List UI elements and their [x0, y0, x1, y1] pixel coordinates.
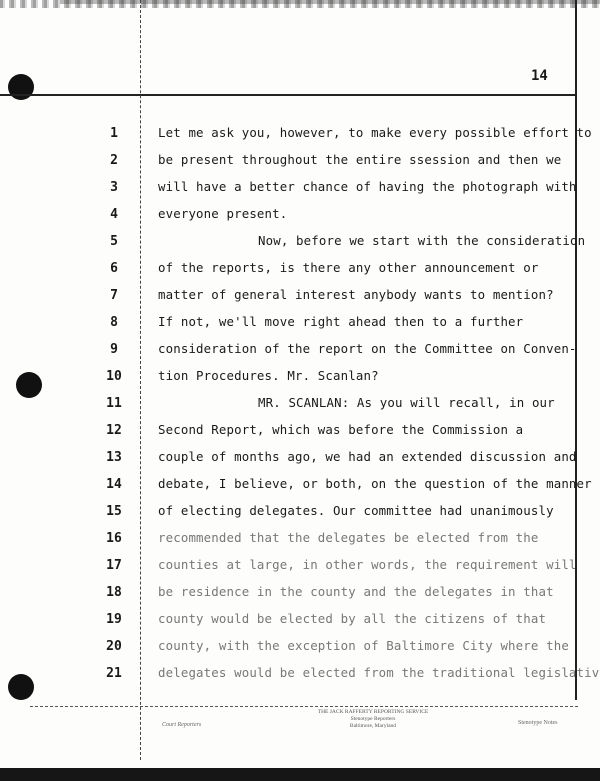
footer-left-text: Court Reporters	[162, 722, 202, 728]
line-number: 3	[110, 180, 118, 195]
transcript-line: Let me ask you, however, to make every possible effort to	[158, 125, 592, 140]
line-number: 16	[106, 531, 122, 546]
line-number: 15	[106, 504, 122, 519]
transcript-line: be present throughout the entire ssession and then we	[158, 152, 562, 167]
transcript-line: consideration of the report on the Committee on Conven-	[158, 341, 577, 356]
transcript-line: be residence in the county and the delegates in that	[158, 584, 554, 599]
line-number: 12	[106, 423, 122, 438]
header-rule	[0, 94, 576, 96]
transcript-line: of the reports, is there any other announcement or	[158, 260, 539, 275]
line-number: 11	[106, 396, 122, 411]
transcript-line: Now, before we start with the consideration	[258, 233, 586, 248]
transcript-line: delegates would be elected from the traditional legislativ	[158, 665, 600, 680]
transcript-line: county would be elected by all the citizens of that	[158, 611, 547, 626]
line-number: 9	[110, 342, 118, 357]
transcript-line: MR. SCANLAN: As you will recall, in our	[258, 395, 555, 410]
binder-hole-top	[8, 74, 34, 100]
binder-hole-middle	[16, 372, 42, 398]
line-number: 17	[106, 558, 122, 573]
reporter-imprint	[288, 709, 458, 730]
imprint-line-3: Baltimore, Maryland	[349, 723, 397, 729]
line-number: 2	[110, 153, 118, 168]
line-number: 1	[110, 126, 118, 141]
line-number: 21	[106, 666, 122, 681]
line-number: 5	[110, 234, 118, 249]
scan-bottom-edge	[0, 768, 600, 781]
transcript-line: matter of general interest anybody wants to mention?	[158, 287, 554, 302]
transcript-line: county, with the exception of Baltimore City where the	[158, 638, 569, 653]
line-number: 13	[106, 450, 122, 465]
footer-rule	[30, 706, 578, 707]
line-number: 10	[106, 369, 122, 384]
left-margin-rule	[140, 0, 142, 760]
page-number: 14	[531, 68, 548, 84]
transcript-line: everyone present.	[158, 206, 288, 221]
line-number: 19	[106, 612, 122, 627]
line-number: 7	[110, 288, 118, 303]
imprint-line-1: THE JACK RAFFERTY REPORTING SERVICE	[317, 709, 429, 715]
transcript-line: tion Procedures. Mr. Scanlan?	[158, 368, 379, 383]
imprint-line-2: Stenotype Reporters	[350, 716, 396, 722]
transcript-line: will have a better chance of having the photograph with	[158, 179, 577, 194]
transcript-line: If not, we'll move right ahead then to a further	[158, 314, 524, 329]
transcript-line: couple of months ago, we had an extended discussion and	[158, 449, 577, 464]
transcript-line: counties at large, in other words, the requirement will	[158, 557, 577, 572]
transcript-line: of electing delegates. Our committee had unanimously	[158, 503, 554, 518]
footer-right-text: Stenotype Notes	[518, 720, 558, 726]
line-number: 4	[110, 207, 118, 222]
transcript-line: recommended that the delegates be elected from the	[158, 530, 539, 545]
line-number: 20	[106, 639, 122, 654]
line-number: 6	[110, 261, 118, 276]
line-number: 8	[110, 315, 118, 330]
transcript-line: debate, I believe, or both, on the question of the manner	[158, 476, 592, 491]
line-number: 14	[106, 477, 122, 492]
line-number: 18	[106, 585, 122, 600]
transcript-line: Second Report, which was before the Commission a	[158, 422, 524, 437]
binder-hole-bottom	[8, 674, 34, 700]
